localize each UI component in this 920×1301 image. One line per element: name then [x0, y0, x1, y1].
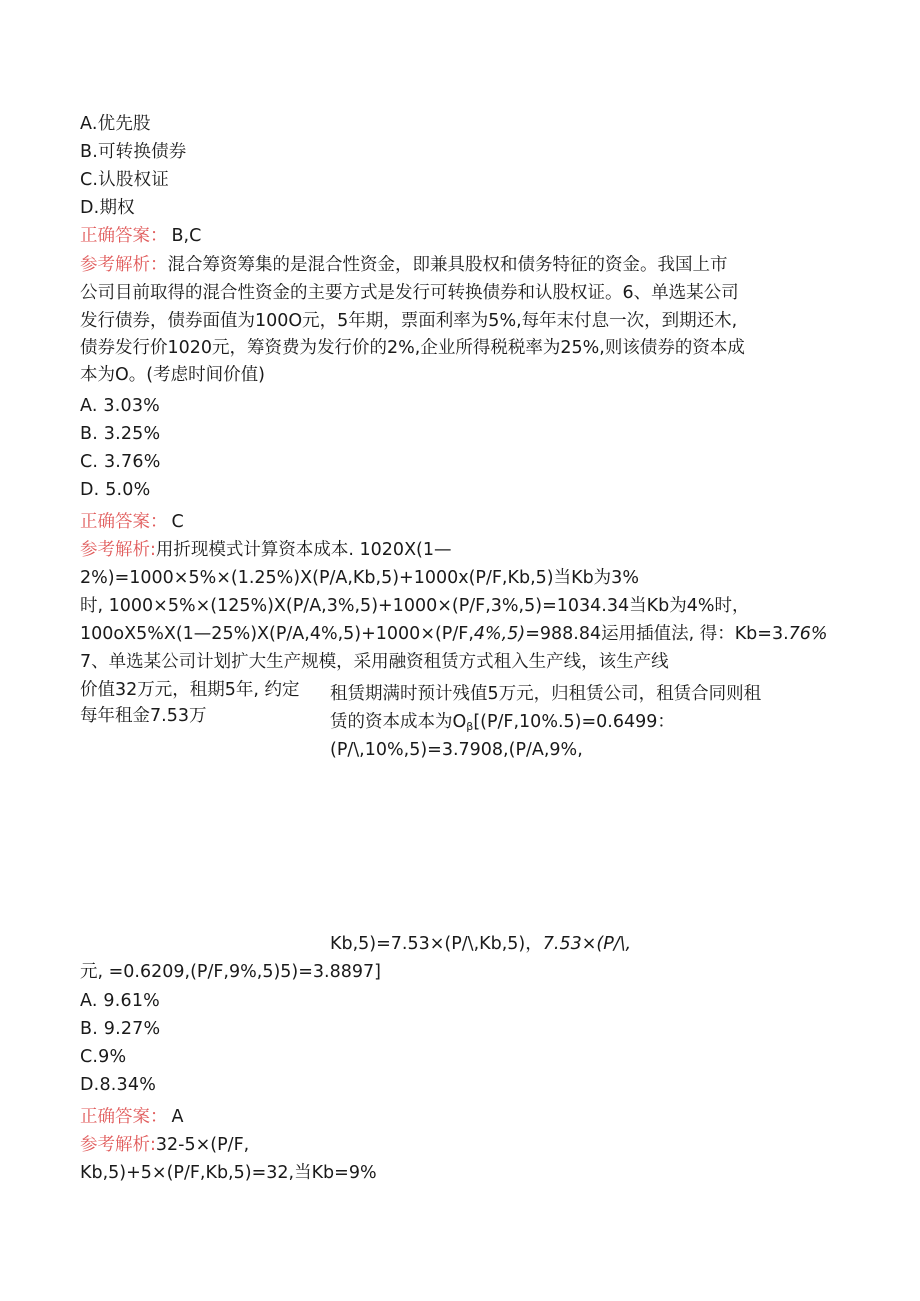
q7-option-c: C.9% — [80, 1047, 127, 1067]
q6-analysis-line-2: 2%)=1000×5%×(1.25%)X(P/A,Kb,5)+1000x(P/F,Kb,5)当Kb为3% — [80, 568, 639, 588]
q5-option-b: B.可转换债券 — [80, 142, 187, 162]
q6-analysis-line-4 — [80, 623, 828, 645]
q6-option-d: D. 5.0% — [80, 480, 151, 500]
answer-value: C — [171, 512, 184, 532]
q7-right-col-line-2 — [330, 711, 675, 738]
q7-right-col-line-1: 租赁期满时预计残值5万元，归租赁公司，租赁合同则租 — [330, 684, 762, 704]
analysis-text: 32-5×(P/F, — [155, 1135, 250, 1155]
q7-left-col-line-2: 每年租金7.53万 — [80, 706, 207, 726]
analysis-label: 参考解析： — [80, 255, 168, 275]
q5-analysis-line-3: 发行债券，债券面值为100O元，5年期，票面利率为5%,每年末付息一次，到期还木, — [80, 311, 738, 331]
q6-answer — [80, 511, 184, 533]
q5-option-a: A.优先股 — [80, 114, 151, 134]
answer-label: 正确答案： — [80, 512, 168, 532]
q7-analysis-line-2: Kb,5)+5×(P/F,Kb,5)=32,当Kb=9% — [80, 1163, 377, 1183]
analysis-italic: 4%,5) — [473, 624, 526, 644]
q5-answer — [80, 225, 201, 247]
q7-fragment-line-1 — [330, 933, 631, 955]
fragment-italic: 7.53×(P/\, — [542, 934, 632, 954]
answer-label: 正确答案： — [80, 226, 168, 246]
analysis-label: 参考解析: — [80, 1135, 156, 1155]
fragment-text: Kb,5)=7.53×(P/\,Kb,5)， — [330, 934, 543, 954]
q7-fragment-line-2: 元, =0.6209,(P/F,9%,5)5)=3.8897] — [80, 962, 381, 982]
q7-analysis-line-1 — [80, 1134, 249, 1156]
analysis-italic: 76% — [788, 624, 828, 644]
q7-left-col-line-1: 价值32万元，租期5年, 约定 — [80, 680, 300, 700]
right-col-text: 赁的资本成本为O — [330, 712, 467, 732]
q6-analysis-line-3: 时, 1000×5%×(125%)X(P/A,3%,5)+1000×(P/F,3%,5)=1034.34当Kb为4%时， — [80, 596, 750, 616]
analysis-text: 100oX5%X(1—25%)X(P/A,4%,5)+1000×(P/F, — [80, 624, 474, 644]
q7-option-b: B. 9.27% — [80, 1019, 161, 1039]
q6-analysis-line-1 — [80, 539, 452, 561]
q5-option-c: C.认股权证 — [80, 170, 169, 190]
q7-option-a: A. 9.61% — [80, 991, 160, 1011]
answer-label: 正确答案： — [80, 1107, 168, 1127]
analysis-text: 用折现模式计算资本成本. 1020X(1— — [155, 540, 452, 560]
q5-option-d: D.期权 — [80, 198, 135, 218]
analysis-text: =988.84运用插值法, 得：Kb=3. — [525, 624, 789, 644]
q5-analysis-line-4: 债券发行价1020元，筹资费为发行价的2%,企业所得税税率为25%,则该债券的资本成 — [80, 338, 745, 358]
answer-value: A — [171, 1107, 184, 1127]
answer-value: B,C — [171, 226, 202, 246]
q6-option-a: A. 3.03% — [80, 396, 160, 416]
q6-option-c: C. 3.76% — [80, 452, 161, 472]
q5-analysis-line-2: 公司目前取得的混合性资金的主要方式是发行可转换债券和认股权证。6、单选某公司 — [80, 283, 739, 303]
q7-option-d: D.8.34% — [80, 1075, 157, 1095]
q7-stem-line-1: 7、单选某公司计划扩大生产规模，采用融资租赁方式租入生产线，该生产线 — [80, 652, 669, 672]
q6-option-b: B. 3.25% — [80, 424, 161, 444]
q7-right-col-line-3: (P/\,10%,5)=3.7908,(P/A,9%, — [330, 740, 583, 760]
right-col-text: [(P/F,10%.5)=0.6499： — [473, 712, 675, 732]
q5-analysis-line-5: 本为O。(考虑时间价值) — [80, 365, 265, 385]
analysis-label: 参考解析: — [80, 540, 156, 560]
q7-answer — [80, 1106, 183, 1128]
subscript-beta: β — [466, 720, 474, 733]
q5-analysis-line-1 — [80, 254, 728, 276]
analysis-text: 混合筹资筹集的是混合性资金，即兼具股权和债务特征的资金。我国上市 — [167, 255, 728, 275]
